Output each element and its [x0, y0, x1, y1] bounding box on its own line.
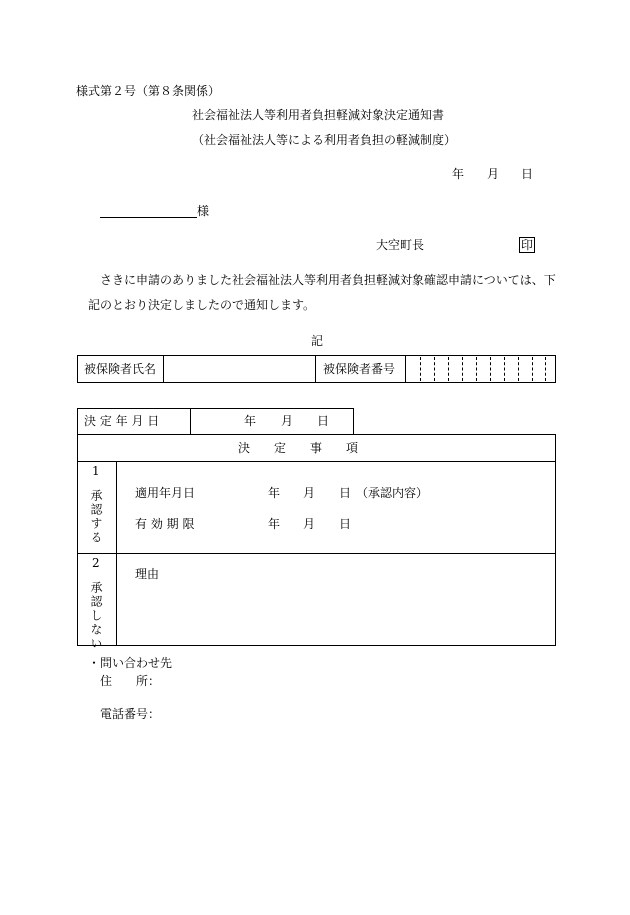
digit-divider: [420, 357, 421, 381]
apply-month: 月: [303, 486, 316, 500]
contact-phone-label: 電話番号：: [100, 707, 161, 721]
approve-number: 1: [92, 464, 100, 478]
digit-divider: [434, 357, 435, 381]
insured-name-label: 被保険者氏名: [84, 362, 157, 376]
document-title: 社会福祉法人等利用者負担軽減対象決定通知書: [192, 108, 445, 122]
issuer-name: 大空町長: [376, 238, 425, 252]
body-text-line-2: 記のとおり決定しましたので通知します。: [88, 298, 316, 312]
reason-label: 理由: [135, 567, 160, 581]
valid-month: 月: [303, 517, 316, 531]
date-month-label: 月: [487, 167, 500, 181]
insured-name-field[interactable]: [164, 356, 315, 382]
deny-number: 2: [92, 556, 100, 570]
valid-period-label: 有 効 期 限: [135, 517, 195, 531]
digit-divider: [545, 357, 546, 381]
insured-number-label: 被保険者番号: [323, 362, 396, 376]
digit-divider: [462, 357, 463, 381]
apply-year: 年: [268, 486, 281, 500]
decision-date-label: 決 定 年 月 日: [84, 414, 160, 428]
valid-day: 日: [339, 517, 352, 531]
decision-table: [77, 434, 556, 646]
date-year-label: 年: [452, 167, 465, 181]
date-day-label: 日: [521, 167, 534, 181]
form-number: 様式第２号（第８条関係）: [76, 84, 221, 98]
digit-divider: [476, 357, 477, 381]
decision-date-month: 月: [281, 414, 294, 428]
body-text-line-1: さきに申請のありました社会福祉法人等利用者負担軽減対象確認申請については、下: [100, 273, 556, 287]
seal-mark: 印: [520, 238, 533, 252]
digit-divider: [504, 357, 505, 381]
digit-divider: [518, 357, 519, 381]
decision-items-header: 決 定 事 項: [238, 441, 359, 455]
contact-heading: ・問い合わせ先: [88, 656, 173, 670]
decision-date-day: 日: [317, 414, 330, 428]
approve-label: 承認する: [89, 489, 103, 545]
recipient-suffix: 様: [197, 204, 210, 218]
valid-year: 年: [268, 517, 281, 531]
deny-label: 承認しない: [89, 581, 103, 651]
digit-divider: [532, 357, 533, 381]
decision-date-year: 年: [244, 414, 257, 428]
ki-heading: 記: [311, 334, 324, 348]
digit-divider: [448, 357, 449, 381]
document-subtitle: （社会福祉法人等による利用者負担の軽減制度）: [192, 133, 457, 147]
digit-divider: [490, 357, 491, 381]
contact-address-label: 住 所：: [100, 674, 161, 688]
apply-day: 日: [339, 486, 352, 500]
recipient-name-line: [100, 217, 197, 218]
apply-date-label: 適用年月日: [135, 486, 196, 500]
approval-content-note: （承認内容）: [356, 486, 429, 500]
